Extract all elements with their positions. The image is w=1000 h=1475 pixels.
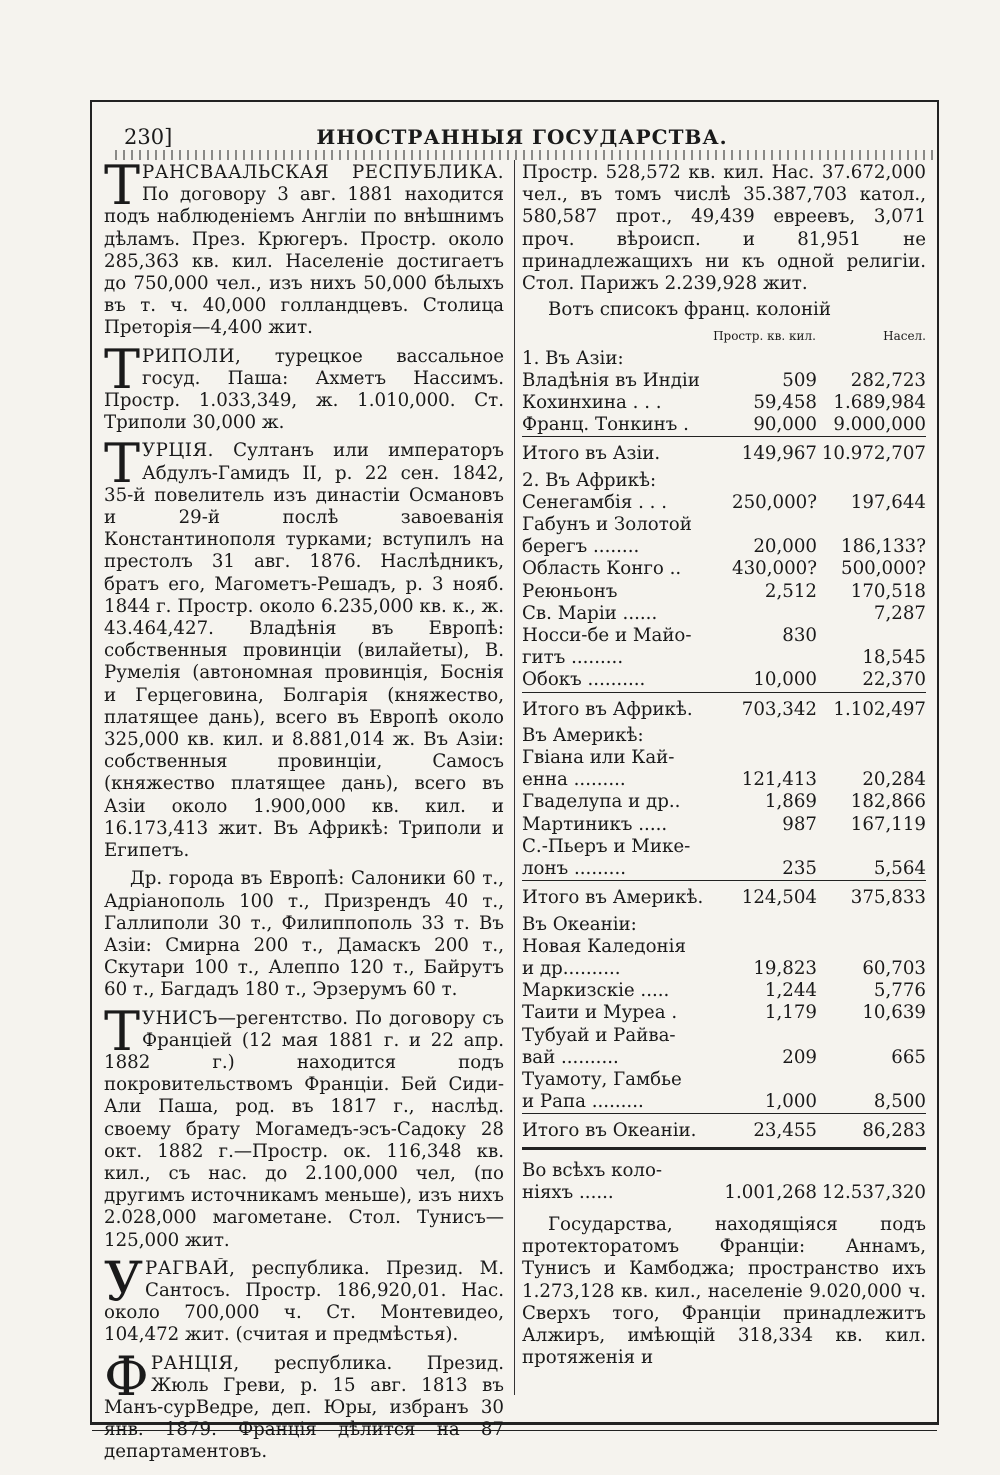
row-area: 121,413 xyxy=(741,769,817,791)
row-name: Таити и Муреа . xyxy=(522,1002,678,1024)
table-row xyxy=(522,769,926,791)
row-pop: 18,545 xyxy=(862,647,926,669)
drop-initial: Ф xyxy=(104,1352,149,1408)
total-row-africa xyxy=(522,692,926,725)
grand-total-label: ніяхъ ...... xyxy=(522,1181,614,1203)
grand-total-row-1 xyxy=(522,1148,926,1182)
row-pop xyxy=(817,836,926,858)
row-name: Кохинхина . . . xyxy=(522,392,662,414)
row-pop: 170,518 xyxy=(850,580,926,602)
entry-heading: РИПОЛИ, xyxy=(142,345,242,367)
wavy-rule xyxy=(112,150,934,160)
row-area: 987 xyxy=(782,813,817,835)
drop-initial: Т xyxy=(104,440,141,496)
grand-total-row-2 xyxy=(522,1182,926,1204)
row-name: лонъ ......... xyxy=(522,858,627,880)
row-area: 1,244 xyxy=(764,980,817,1002)
total-label: Итого въ Америкѣ. xyxy=(522,881,712,914)
table-row xyxy=(522,980,926,1002)
total-label: Итого въ Африкѣ. xyxy=(522,692,712,725)
table-row xyxy=(522,669,926,692)
left-column xyxy=(104,162,504,1470)
row-area xyxy=(712,747,817,769)
row-name: Франц. Тонкинъ . xyxy=(522,414,689,436)
row-pop: 5,776 xyxy=(873,980,926,1002)
page-title: ИНОСТРАННЫЯ ГОСУДАРСТВА. xyxy=(316,125,728,149)
row-name: Мартиникъ ..... xyxy=(522,813,668,835)
row-pop: 9.000,000 xyxy=(833,414,926,436)
row-pop: 665 xyxy=(891,1046,926,1068)
protectorates-text: Государства, находящіяся подъ протекторатомъ Франціи: Аннамъ, Тунисъ и Камбоджа; пространство ихъ 1.273,128 кв. кил., населеніе 9.020,000 ч. Сверхъ того, Франціи принадлежитъ Алжиръ, имѣющій 318,334 кв. кил. протяженія и xyxy=(522,1213,926,1369)
table-row xyxy=(522,814,926,836)
colonies-intro: Вотъ списокъ франц. колоній xyxy=(548,299,831,321)
row-name: Обокъ .......... xyxy=(522,669,646,691)
right-column xyxy=(522,162,926,1388)
table-row xyxy=(522,370,926,392)
row-pop: 60,703 xyxy=(862,957,926,979)
table-row xyxy=(522,536,926,558)
row-pop: 1.689,984 xyxy=(833,392,926,414)
row-pop: 8,500 xyxy=(873,1091,926,1113)
row-area: 1,179 xyxy=(764,1002,817,1024)
row-area xyxy=(712,936,817,958)
row-area: 235 xyxy=(782,858,817,880)
entry-heading: РАГВАЙ, xyxy=(145,1257,236,1279)
total-area: 23,455 xyxy=(712,1114,817,1148)
row-area xyxy=(712,603,817,625)
grand-total-area: 1.001,268 xyxy=(724,1181,817,1203)
row-area: 250,000? xyxy=(732,491,817,513)
row-pop: 22,370 xyxy=(862,669,926,691)
total-row-america xyxy=(522,881,926,914)
row-name: Владѣнія въ Индіи xyxy=(522,369,700,391)
total-pop: 1.102,497 xyxy=(817,692,926,725)
row-pop: 186,133? xyxy=(841,536,926,558)
total-pop: 10.972,707 xyxy=(817,437,926,470)
entry-tripoli xyxy=(104,346,504,435)
row-pop: 10,639 xyxy=(862,1002,926,1024)
page-number: 230] xyxy=(124,125,173,149)
section-africa: 2. Въ Африкѣ: xyxy=(522,469,657,491)
pop-column-header: Насел. xyxy=(883,329,926,344)
row-pop: 20,284 xyxy=(862,769,926,791)
row-area xyxy=(712,836,817,858)
row-pop: 167,119 xyxy=(850,813,926,835)
table-row xyxy=(522,647,926,669)
entry-body: турецкое вассальное госуд. Паша: Ахметъ Нассимъ. Простр. 1.033,349, ж. 1.010,000. Ст. Триполи 30,000 ж. xyxy=(104,345,504,434)
entry-body: республика. Презид. М. Сантосъ. Простр. 186,920,01. Нас. около 700,000 ч. Ст. Монтевидео, 104,472 жит. (считая и предмѣстья). xyxy=(104,1257,504,1346)
entry-body: Султанъ или императоръ Абдулъ-Гамидъ II, р. 22 сен. 1842, 35-й повелитель изъ династіи Османовъ и 29-й послѣ завоеванія Константинополя турками; вступилъ на престолъ 31 авг. 1876. Наслѣдникъ, братъ его, Магометъ-Решадъ, р. 3 нояб. 1844 г. Простр. около 6.235,000 кв. к., ж. 43.464,427. Владѣнія въ Европѣ: собственныя провинціи (вилайеты), В. Румелія (автономная провинція, Боснія и Герцеговина, Болгарія (княжество, платящее дань), всего въ Европѣ около 325,000 кв. кил. и 8.881,014 ж. Въ Азіи: собственныя провинціи, Самосъ (княжество платящее дань), всего въ Азіи около 1.900,000 кв. кил. и 16.173,413 жит. Въ Африкѣ: Триполи и Египетъ. xyxy=(104,440,504,862)
row-name: Маркизскіе ..... xyxy=(522,980,670,1002)
row-name: и Рапа ......... xyxy=(522,1091,644,1113)
row-area: 509 xyxy=(782,369,817,391)
drop-initial: У xyxy=(104,1257,144,1313)
row-area: 1,000 xyxy=(764,1091,817,1113)
entry-heading: РАНСВААЛЬСКАЯ РЕСПУБЛИКА. xyxy=(142,162,504,183)
table-row xyxy=(522,492,926,514)
row-area xyxy=(712,514,817,536)
row-name: вай .......... xyxy=(522,1046,619,1068)
table-row xyxy=(522,836,926,858)
row-area: 59,458 xyxy=(753,392,817,414)
row-area: 209 xyxy=(782,1046,817,1068)
row-area: 1,869 xyxy=(764,791,817,813)
row-pop: 500,000? xyxy=(841,558,926,580)
entry-heading: УНИСЪ xyxy=(142,1007,218,1029)
row-name: Носси-бе и Майо- xyxy=(522,625,692,647)
total-area: 703,342 xyxy=(712,692,817,725)
table-row xyxy=(522,392,926,414)
row-area xyxy=(712,1069,817,1091)
row-name: берегъ ........ xyxy=(522,536,640,558)
row-pop: 5,564 xyxy=(873,858,926,880)
row-pop: 182,866 xyxy=(850,791,926,813)
area-column-header: Простр. кв. кил. xyxy=(713,329,816,344)
table-row xyxy=(522,558,926,580)
entry-turkey xyxy=(104,440,504,862)
table-row xyxy=(522,514,926,536)
table-row xyxy=(522,958,926,980)
row-name: и др.......... xyxy=(522,957,621,979)
section-america: Въ Америкѣ: xyxy=(522,724,644,746)
total-pop: 86,283 xyxy=(817,1114,926,1148)
row-pop: 282,723 xyxy=(850,369,926,391)
entry-heading: УРЦІЯ. xyxy=(142,440,214,462)
row-name: Тубуай и Райва- xyxy=(522,1024,676,1046)
colonies-table xyxy=(522,325,926,1204)
row-name: енна ......... xyxy=(522,769,626,791)
grand-total-pop: 12.537,320 xyxy=(821,1181,926,1203)
row-pop xyxy=(817,625,926,647)
section-asia: 1. Въ Азіи: xyxy=(522,347,624,369)
row-name: С.-Пьеръ и Мике- xyxy=(522,835,691,857)
total-row-asia xyxy=(522,437,926,470)
total-label: Итого въ Океаніи. xyxy=(522,1114,712,1148)
row-name: Св. Маріи ...... xyxy=(522,602,658,624)
table-row xyxy=(522,603,926,625)
table-row xyxy=(522,747,926,769)
entry-transvaal xyxy=(104,162,504,340)
grand-total-label: Во всѣхъ коло- xyxy=(522,1148,712,1182)
entry-body: По договору 3 авг. 1881 находится подъ наблюденіемъ Англіи по внѣшнимъ дѣламъ. През. Крюгеръ. Простр. около 285,363 кв. кил. Населеніе достигаетъ до 750,000 чел., изъ нихъ 50,000 бѣлыхъ въ т. ч. 40,000 голландцевъ. Столица Преторія—4,400 жит. xyxy=(104,184,504,339)
table-row xyxy=(522,1025,926,1047)
row-pop: 7,287 xyxy=(873,602,926,624)
france-population: Простр. 528,572 кв. кил. Нас. 37.672,000 чел., въ томъ числѣ 35.387,703 катол., 580,587 прот., 49,439 евреевъ, 3,071 проч. вѣроисп. и 81,951 не принадлежащихъ ни къ одной религіи. Стол. Парижъ 2.239,928 жит. xyxy=(522,162,926,295)
row-pop xyxy=(817,747,926,769)
row-name: Сенегамбія . . . xyxy=(522,491,668,513)
table-row xyxy=(522,625,926,647)
column-divider xyxy=(514,160,515,1395)
table-row xyxy=(522,1069,926,1091)
row-area: 430,000? xyxy=(732,558,817,580)
total-row-oceania xyxy=(522,1114,926,1148)
table-row xyxy=(522,791,926,813)
entry-tunis xyxy=(104,1008,504,1252)
entry-body: республика. Презид. Жюль Греви, р. 15 авг. 1813 въ Манъ-сурВедре, деп. Юры, избранъ 30 янв. 1879. Франція дѣлится на 87 департаментовъ. xyxy=(104,1352,504,1463)
row-name: Гваделупа и др.. xyxy=(522,791,681,813)
table-row xyxy=(522,581,926,603)
entry-uruguay xyxy=(104,1258,504,1347)
row-name: Реюньонъ xyxy=(522,580,618,602)
total-label: Итого въ Азіи. xyxy=(522,437,712,470)
total-area: 124,504 xyxy=(712,881,817,914)
row-name: Новая Каледонія xyxy=(522,935,686,957)
row-area: 2,512 xyxy=(764,580,817,602)
row-pop xyxy=(817,936,926,958)
total-pop: 375,833 xyxy=(817,881,926,914)
entry-body: —регентство. По договору съ Франціей (12 мая 1881 г. и 22 апр. 1882 г.) находится подъ покровительствомъ Франціи. Бей Сиди-Али Паша, род. въ 1817 г., наслѣд. своему брату Могамедъ-эсъ-Садоку 28 окт. 1882 г.—Простр. ок. 116,348 кв. кил., съ нас. до 2.100,000 чел, (по другимъ источникамъ меньше), изъ нихъ 2.028,000 магометане. Стол. Тунисъ—125,000 жит. xyxy=(104,1007,504,1251)
row-pop xyxy=(817,1025,926,1047)
row-name: Гвіана или Кай- xyxy=(522,747,675,769)
entry-france xyxy=(104,1353,504,1464)
row-area: 830 xyxy=(782,625,817,647)
table-row xyxy=(522,1091,926,1114)
total-area: 149,967 xyxy=(712,437,817,470)
turkey-cities: Др. города въ Европѣ: Салоники 60 т., Адріанополь 100 т., Призрендъ 40 т., Галлиполи 30 т., Филиппополь 33 т. Въ Азіи: Смирна 200 т., Дамаскъ 200 т., Скутари 100 т., Алеппо 120 т., Байрутъ 60 т., Багдадъ 180 т., Эрзерумъ 60 т. xyxy=(104,868,504,1001)
row-name: Область Конго .. xyxy=(522,558,682,580)
table-header-row xyxy=(522,325,926,347)
row-name: гитъ ......... xyxy=(522,647,624,669)
table-row xyxy=(522,414,926,437)
row-area: 90,000 xyxy=(753,414,817,436)
row-name: Габунъ и Золотой xyxy=(522,514,692,536)
row-area xyxy=(712,1025,817,1047)
row-name: Туамоту, Гамбье xyxy=(522,1068,682,1090)
drop-initial: Т xyxy=(104,345,141,401)
table-row xyxy=(522,1047,926,1069)
row-area xyxy=(712,647,817,669)
row-pop xyxy=(817,1069,926,1091)
drop-initial: Т xyxy=(104,1007,141,1063)
row-pop: 197,644 xyxy=(850,491,926,513)
table-row xyxy=(522,858,926,881)
row-area: 19,823 xyxy=(753,957,817,979)
row-pop xyxy=(817,514,926,536)
table-row xyxy=(522,1002,926,1024)
section-oceania: Въ Океаніи: xyxy=(522,913,637,935)
drop-initial: Т xyxy=(104,162,141,217)
row-area: 20,000 xyxy=(753,536,817,558)
row-area: 10,000 xyxy=(753,669,817,691)
table-row xyxy=(522,936,926,958)
entry-heading: РАНЦІЯ, xyxy=(150,1352,240,1374)
